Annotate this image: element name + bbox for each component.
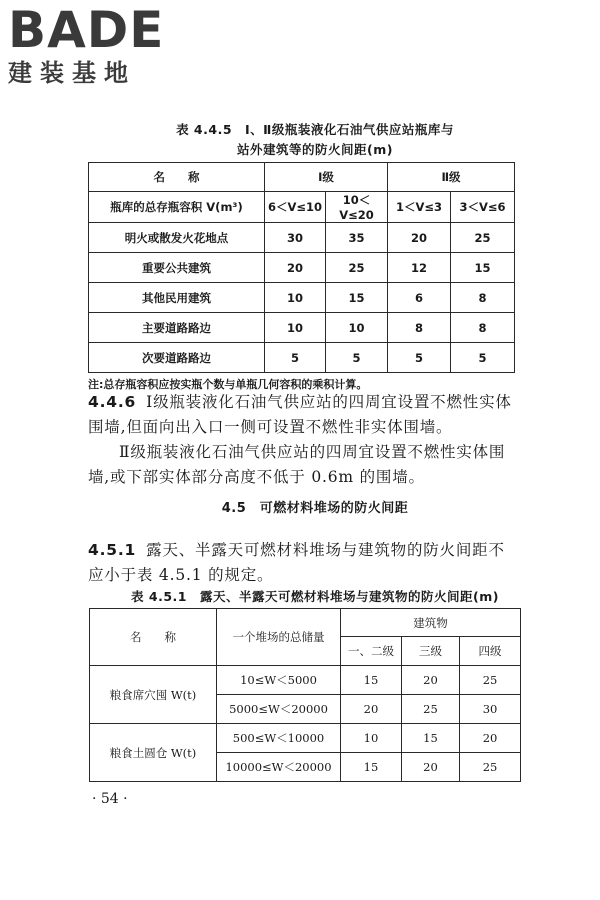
clause-4-4-6-text2: Ⅱ级瓶装液化石油气供应站的四周宜设置不燃性实体围墙,或下部实体部分高度不低于 0.6m 的围墙。 [88, 443, 506, 486]
table1-header-grade2: Ⅱ级 [388, 163, 515, 192]
table-row [89, 163, 515, 192]
table1-caption-line1: 表 4.4.5 Ⅰ、Ⅱ级瓶装液化石油气供应站瓶库与 [176, 122, 454, 137]
table-row [90, 666, 521, 695]
table-cell: 30 [265, 223, 326, 253]
table-row [89, 313, 515, 343]
table-cell: 12 [388, 253, 451, 283]
table-cell: 5 [326, 343, 388, 373]
table1-header-name: 名 称 [89, 163, 265, 192]
table-cell: 5 [451, 343, 515, 373]
table-cell: 20 [388, 223, 451, 253]
table-cell: 15 [451, 253, 515, 283]
table-row [90, 609, 521, 637]
logo-brand: BADE [8, 1, 165, 59]
table-cell: 8 [388, 313, 451, 343]
table-cell: 20 [265, 253, 326, 283]
table-cell: 25 [460, 753, 521, 782]
logo-subtitle: 建装基地 [8, 59, 136, 87]
table-cell: 5000≤W＜20000 [217, 695, 341, 724]
table-cell: 10≤W＜5000 [217, 666, 341, 695]
table2-caption: 表 4.5.1 露天、半露天可燃材料堆场与建筑物的防火间距(m) [131, 589, 499, 604]
table-cell: 15 [326, 283, 388, 313]
table-cell: 8 [451, 313, 515, 343]
table-cell: 25 [451, 223, 515, 253]
table-row [89, 283, 515, 313]
table-cell: 20 [341, 695, 402, 724]
table-cell: 6 [388, 283, 451, 313]
table-cell: 次要道路路边 [89, 343, 265, 373]
table-cell: 粮食席穴囤 W(t) [90, 666, 217, 724]
table1 [88, 162, 515, 373]
table-cell: 20 [402, 666, 460, 695]
table-cell: 主要道路路边 [89, 313, 265, 343]
table-cell: 1＜V≤3 [388, 192, 451, 223]
clause-4-5-1-text: 露天、半露天可燃材料堆场与建筑物的防火间距不应小于表 4.5.1 的规定。 [88, 541, 505, 584]
table2-grade-3: 三级 [402, 637, 460, 666]
table2-header-storage: 一个堆场的总储量 [217, 609, 341, 666]
table-cell: 15 [341, 753, 402, 782]
table1-note: 注:总存瓶容积应按实瓶个数与单瓶几何容积的乘积计算。 [88, 378, 368, 391]
clause-4-5-1-number: 4.5.1 [88, 541, 137, 559]
table-cell: 35 [326, 223, 388, 253]
section-4-5-heading: 4.5 可燃材料堆场的防火间距 [221, 501, 409, 516]
clause-4-4-6-number: 4.4.6 [88, 393, 137, 411]
table-cell: 25 [460, 666, 521, 695]
table-cell: 25 [402, 695, 460, 724]
table2-header-building: 建筑物 [341, 609, 521, 637]
table-cell: 明火或散发火花地点 [89, 223, 265, 253]
table-cell: 30 [460, 695, 521, 724]
table-cell: 10 [265, 283, 326, 313]
table-cell: 15 [402, 724, 460, 753]
table-cell: 10 [326, 313, 388, 343]
table-cell: 20 [460, 724, 521, 753]
table-cell: 5 [265, 343, 326, 373]
table-cell: 5 [388, 343, 451, 373]
table-cell: 20 [402, 753, 460, 782]
table-row [89, 192, 515, 223]
clause-4-5-1 [88, 538, 518, 588]
table-cell: 10000≤W＜20000 [217, 753, 341, 782]
table-cell: 粮食土圆仓 W(t) [90, 724, 217, 782]
table-cell: 10 [341, 724, 402, 753]
table1-header-grade1: Ⅰ级 [265, 163, 388, 192]
table-cell: 500≤W＜10000 [217, 724, 341, 753]
table-row [89, 253, 515, 283]
table2-header-name: 名 称 [90, 609, 217, 666]
table2 [89, 608, 521, 782]
table-cell: 10＜V≤20 [326, 192, 388, 223]
table-row [90, 724, 521, 753]
table-row [89, 223, 515, 253]
table-cell: 6＜V≤10 [265, 192, 326, 223]
table-row [89, 343, 515, 373]
table-cell: 8 [451, 283, 515, 313]
table2-grade-1-2: 一、二级 [341, 637, 402, 666]
table-cell: 10 [265, 313, 326, 343]
table-cell: 其他民用建筑 [89, 283, 265, 313]
clause-4-4-6-text1: Ⅰ级瓶装液化石油气供应站的四周宜设置不燃性实体围墙,但面向出入口一侧可设置不燃性非实体围墙。 [88, 393, 512, 436]
table2-grade-4: 四级 [460, 637, 521, 666]
table-cell: 25 [326, 253, 388, 283]
bade-logo [8, 2, 180, 86]
table-cell: 15 [341, 666, 402, 695]
table1-caption-line2: 站外建筑等的防火间距(m) [237, 142, 393, 157]
table1-volume-label: 瓶库的总存瓶容积 V(m³) [89, 192, 265, 223]
clause-4-4-6 [88, 390, 518, 440]
table-cell: 重要公共建筑 [89, 253, 265, 283]
page-number: · 54 · [92, 791, 128, 807]
table-cell: 3＜V≤6 [451, 192, 515, 223]
